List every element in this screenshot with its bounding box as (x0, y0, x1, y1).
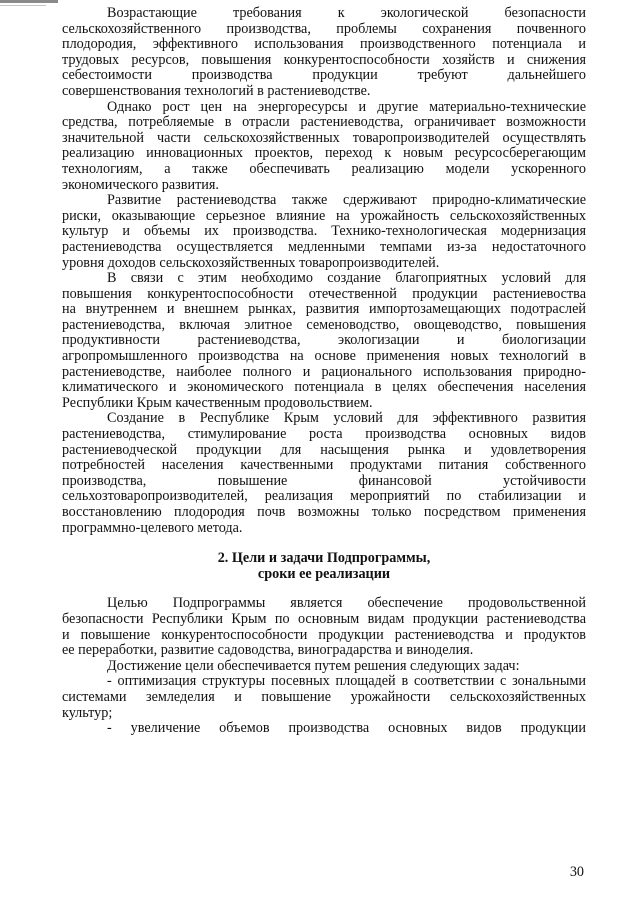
text-line: климатического и экономического потенциала в целях обеспечения населения (62, 379, 586, 396)
text-line: агропромышленного производства на основе применения новых технологий в (62, 348, 586, 365)
text-line: себестоимости производства продукции требуют дальнейшего (62, 67, 586, 84)
text-line: Создание в Республике Крым условий для эффективного развития (107, 410, 586, 427)
text-line: плодородия, эффективного использования производственного потенциала и (62, 36, 586, 53)
text-line: сельскохозяйственного производства, проблемы сохранения почвенного (62, 20, 586, 37)
text-line: технологиям, а также обеспечивать реализацию модели ускоренного (62, 160, 586, 177)
page-number: 30 (569, 864, 584, 880)
text-line: ее переработки, развитие садоводства, виноградарства и виноделия. (62, 642, 474, 659)
scan-artifact-line (0, 5, 46, 6)
text-line: растениеводстве, наиболее полного и рационального использования природно- (62, 363, 586, 380)
text-line: риски, оказывающие серьезное влияние на урожайность сельскохозяйственных (62, 207, 586, 224)
document-body (62, 6, 586, 737)
text-line: Развитие растениеводства также сдерживают природно-климатические (107, 192, 586, 209)
text-line: растениеводства, включая элитное семеноводство, овощеводство, повышения (62, 316, 586, 333)
list-item-line: - увеличение объемов производства основных видов продукции (107, 720, 586, 737)
text-line: растениеводческой продукции для насыщения рынка и удовлетворения (62, 441, 586, 458)
scan-artifact-bar (0, 0, 58, 3)
text-line: безопасности Республики Крым по основным видам продукции растениеводства (62, 610, 586, 627)
text-line: программно-целевого метода. (62, 519, 243, 536)
list-item-line: - оптимизация структуры посевных площадей в соответствии с зональными (107, 673, 586, 690)
text-line: потребностей населения качественными продуктами питания собственного (62, 457, 586, 474)
paragraph (62, 6, 586, 100)
paragraph (62, 659, 586, 675)
section-heading (62, 551, 586, 582)
text-line: средства, потребляемые в отрасли растениеводства, ограничивает возможности (62, 114, 586, 131)
paragraph (62, 411, 586, 536)
text-line: совершенствования технологий в растениеводстве. (62, 82, 371, 99)
intro-paragraphs (62, 6, 586, 536)
text-line: Республики Крым качественным продовольствием. (62, 394, 373, 411)
paragraph (62, 271, 586, 411)
text-line: растениеводства, стимулирование роста производства основных видов (62, 426, 586, 443)
heading-line: 2. Цели и задачи Подпрограммы, (217, 550, 431, 567)
text-line: Возрастающие требования к экологической безопасности (107, 5, 586, 21)
text-line: и повышение конкурентоспособности продукции растениеводства и продуктов (62, 626, 586, 643)
text-line: восстановлению плодородия почв возможны только посредством применения (62, 504, 586, 520)
paragraph (62, 100, 586, 194)
text-line: реализацию инновационных проектов, переход к новым ресурсосберегающим (62, 145, 586, 162)
list-item (62, 721, 586, 737)
text-line: продуктивности растениеводства, экологизации и биологизации (62, 332, 586, 349)
text-line: на внутреннем и внешнем рынках, развития импортозамещающих подотраслей (62, 301, 586, 318)
list-item (62, 674, 586, 721)
text-line: Целью Подпрограммы является обеспечение продовольственной (107, 595, 586, 612)
paragraph (62, 193, 586, 271)
text-line: экономического развития. (62, 176, 219, 193)
paragraph (62, 596, 586, 658)
text-line: В связи с этим необходимо создание благоприятных условий для (107, 270, 586, 287)
text-line: повышения конкурентоспособности отечественной продукции растениевоства (62, 285, 586, 302)
text-line: культур и объемы их производства. Технико-технологическая модернизация (62, 223, 586, 240)
text-line: уровня доходов сельскохозяйственных товаропроизводителей. (62, 254, 440, 271)
text-line: значительной части сельскохозяйственных товаропроизводителей осуществлять (62, 129, 586, 146)
text-line: производства, повышение финансовой устойчивости (62, 472, 586, 489)
heading-line: сроки ее реализации (257, 565, 391, 582)
text-line: сельхозтоваропроизводителей, реализация мероприятий по стабилизации и (62, 488, 586, 505)
text-line: Однако рост цен на энергоресурсы и другие материально-технические (107, 98, 586, 115)
list-item-line: системами земледелия и повышение урожайности сельскохозяйственных (62, 688, 586, 705)
text-line: растениеводства осуществляется медленными темпами из-за недостаточного (62, 238, 586, 255)
list-item-line: культур; (62, 704, 113, 721)
section-paragraphs (62, 596, 586, 674)
text-line: трудовых ресурсов, повышения конкурентоспособности хозяйств и снижения (62, 51, 586, 68)
text-line: Достижение цели обеспечивается путем решения следующих задач: (107, 657, 520, 674)
task-list (62, 674, 586, 736)
